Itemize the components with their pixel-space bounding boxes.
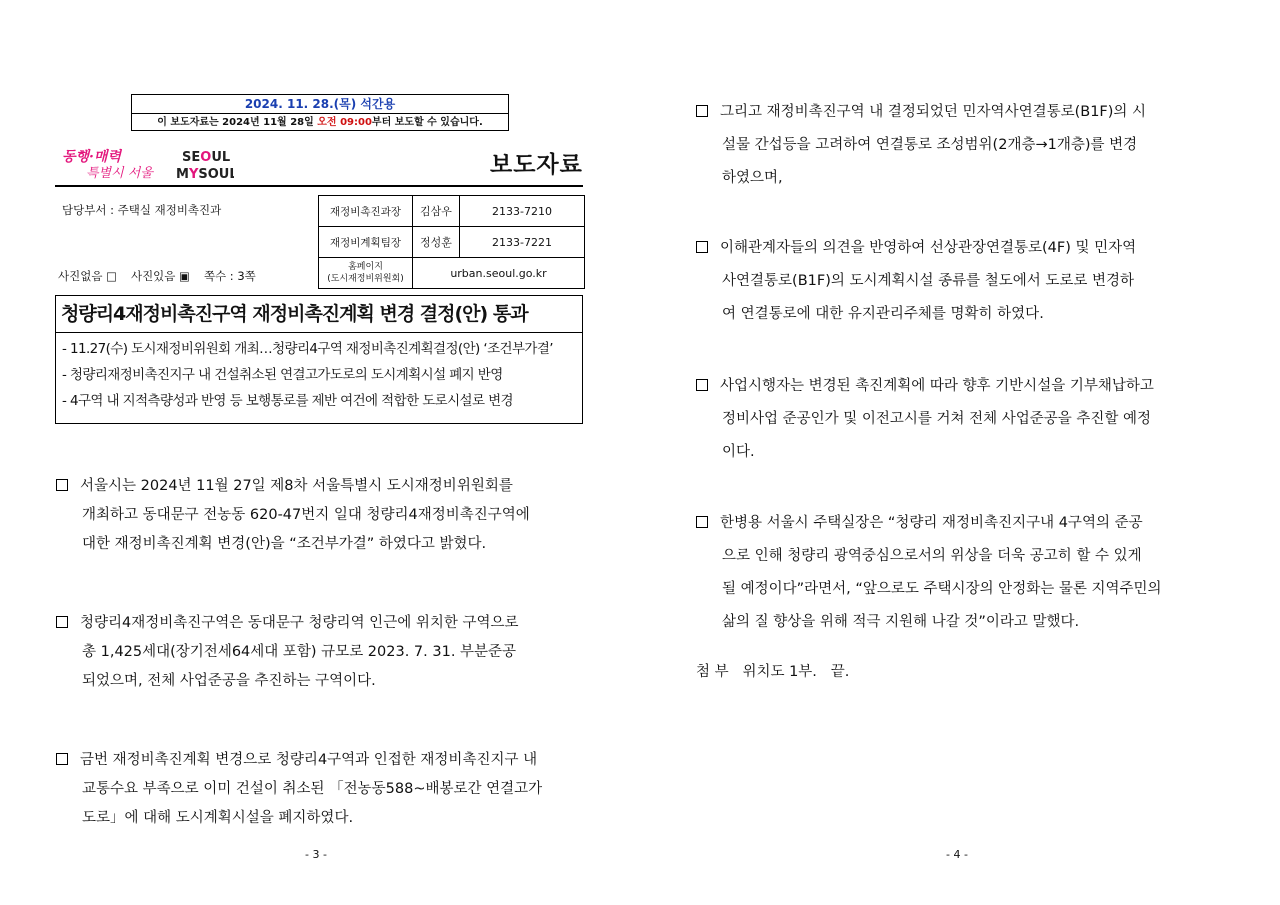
seoul-my-soul-logo (176, 146, 234, 182)
body-paragraph: 서울시는 2024년 11월 27일 제8차 서울특별시 도시재정비위원회를 개최하고 동대문구 전농동 620-47번지 일대 청량리4재정비촉진구역에 대한 재정비촉진계획 변경(안)을 “조건부가결” 하였다고 밝혔다. (56, 472, 586, 559)
page-number-left: - 3 - (305, 848, 327, 861)
body-paragraph: 금번 재정비촉진계획 변경으로 청량리4구역과 인접한 재정비촉진지구 내 교통수요 부족으로 이미 건설이 취소된 「전농동588~배봉로간 연결고가 도로」에 대해 도시계획시설을 폐지하였다. (56, 746, 586, 833)
body-paragraph: 그리고 재정비촉진구역 내 결정되었던 민자역사연결통로(B1F)의 시 설물 간섭등을 고려하여 연결통로 조성범위(2개층→1개층)를 변경 하였으며, (696, 96, 1228, 195)
checkbox-bullet-icon (56, 479, 68, 491)
checkbox-bullet-icon (56, 616, 68, 628)
subheadlines (56, 333, 582, 414)
homepage-row: 홈페이지 (도시재정비위원회) urban.seoul.go.kr (319, 258, 585, 289)
page-number-right: - 4 - (946, 848, 968, 861)
contact-row: 재정비계획팀장 정성훈 2133-7221 (319, 227, 585, 258)
seoul-slogan-logo (60, 146, 158, 180)
subheadline: - 청량리재정비촉진지구 내 건설취소된 연결고가도로의 도시계획시설 폐지 반영 (62, 367, 503, 383)
svg-text:SEOUL: SEOUL (182, 150, 231, 165)
svg-text:MYSOUL: MYSOUL (176, 167, 234, 182)
headline: 청량리4재정비촉진구역 재정비촉진계획 변경 결정(안) 통과 (56, 296, 582, 333)
svg-text:특별시 서울: 특별시 서울 (86, 166, 153, 180)
checkbox-bullet-icon (696, 516, 708, 528)
headline-box (55, 295, 583, 424)
attachment-note: 첨 부 위치도 1부. 끝. (696, 664, 850, 680)
body-paragraph: 청량리4재정비촉진구역은 동대문구 청량리역 인근에 위치한 구역으로 총 1,425세대(장기전세64세대 포함) 규모로 2023. 7. 31. 부분준공 되었으며, 전체 사업준공을 추진하는 구역이다. (56, 609, 586, 696)
contact-row: 재정비촉진과장 김삼우 2133-7210 (319, 196, 585, 227)
body-paragraph: 이해관계자들의 의견을 반영하여 선상관장연결통로(4F) 및 민자역 사연결통로(B1F)의 도시계획시설 종류를 철도에서 도로로 변경하 여 연결통로에 대한 유지관리주체를 명확히 하였다. (696, 232, 1228, 331)
subheadline: - 4구역 내 지적측량성과 반영 등 보행통로를 제반 여건에 적합한 도로시설로 변경 (62, 393, 513, 409)
subheadline: - 11.27(수) 도시재정비위원회 개최…청량리4구역 재정비촉진계획결정(안) ‘조건부가결’ (62, 341, 553, 357)
homepage-url[interactable]: urban.seoul.go.kr (413, 258, 585, 289)
document-type: 보도자료 (490, 152, 583, 178)
checkbox-bullet-icon (56, 753, 68, 765)
release-date: 2024. 11. 28.(목) 석간용 (132, 95, 508, 114)
photo-page-info: 사진없음 □ 사진있음 ▣ 쪽수 : 3쪽 (58, 269, 256, 283)
body-paragraph: 사업시행자는 변경된 촉진계획에 따라 향후 기반시설을 기부채납하고 정비사업 준공인가 및 이전고시를 거쳐 전체 사업준공을 추진할 예정 이다. (696, 370, 1228, 469)
checkbox-bullet-icon (696, 379, 708, 391)
svg-text:동행·매력: 동행·매력 (62, 149, 121, 165)
embargo-notice: 이 보도자료는 2024년 11월 28일 오전 09:00부터 보도할 수 있습니다. (157, 117, 483, 128)
checkbox-bullet-icon (696, 241, 708, 253)
header-divider (55, 185, 583, 187)
release-date-box (131, 94, 509, 131)
contact-table (318, 195, 585, 289)
body-paragraph: 한병용 서울시 주택실장은 “청량리 재정비촉진지구내 4구역의 준공 으로 인해 청량리 광역중심으로서의 위상을 더욱 공고히 할 수 있게 될 예정이다”라면서, “앞으로도 주택시장의 안정화는 물론 지역주민의 삶의 질 향상을 위해 적극 지원해 나갈 것”이라고 말했다. (696, 507, 1228, 639)
checkbox-bullet-icon (696, 105, 708, 117)
department: 담당부서 : 주택실 재정비촉진과 (62, 203, 222, 217)
